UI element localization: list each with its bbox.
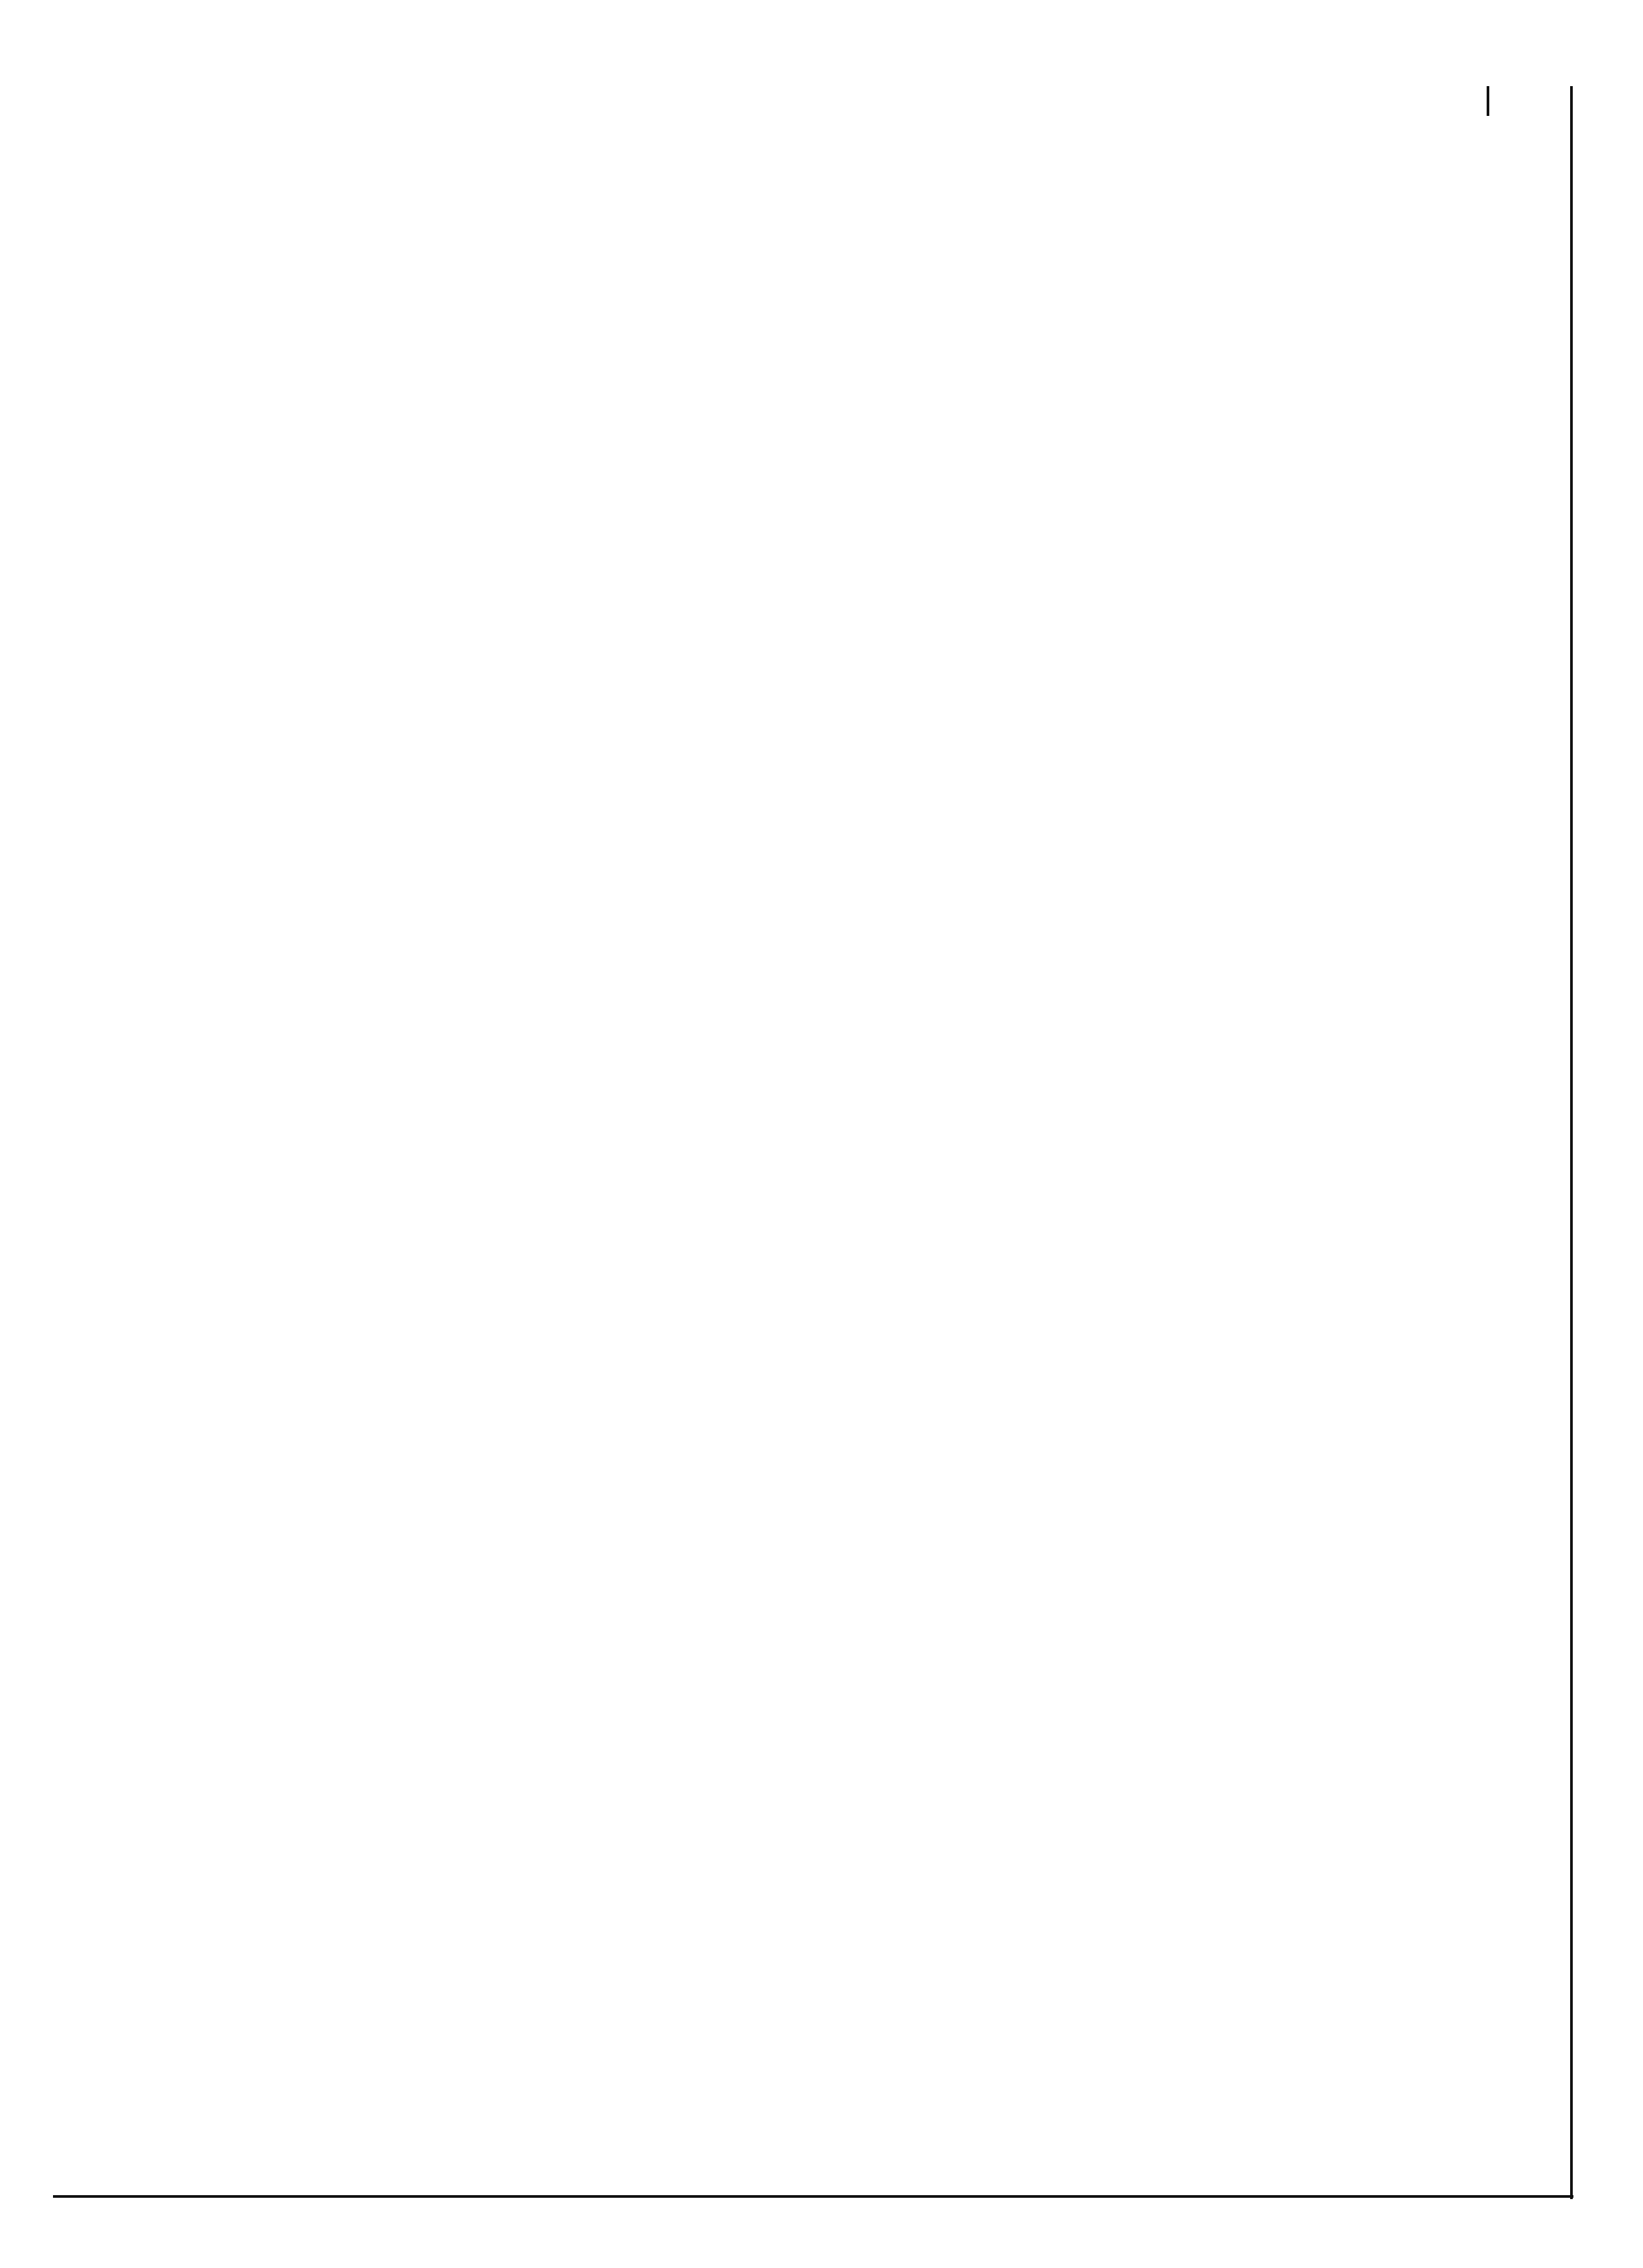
right-border	[1570, 86, 1573, 2199]
footer-line	[53, 2195, 1573, 2198]
page-tick	[1487, 86, 1489, 116]
